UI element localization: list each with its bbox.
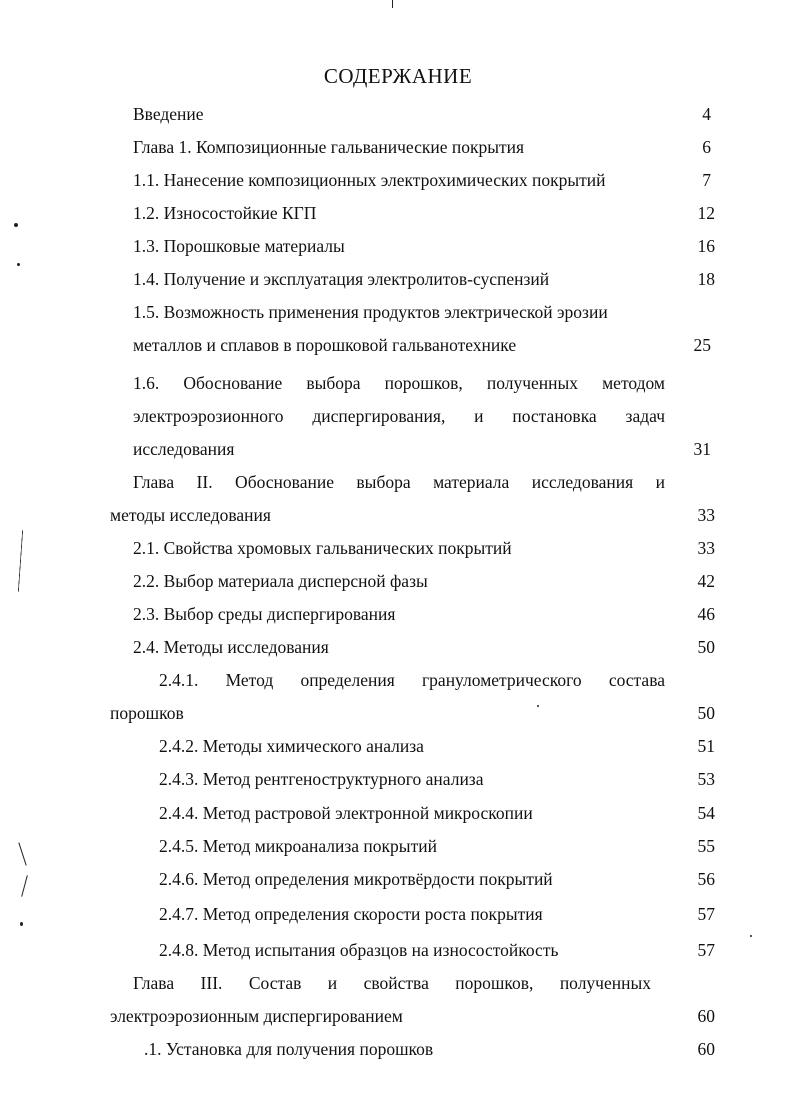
toc-entry-page: 60 bbox=[697, 1006, 715, 1026]
toc-entry-text: 2.4.1. Метод определения гранулометрического состава bbox=[159, 670, 665, 690]
toc-entry-text: Введение bbox=[133, 104, 204, 124]
toc-entry-page: 46 bbox=[697, 604, 715, 624]
scan-speck bbox=[20, 922, 23, 926]
toc-entry-page: 25 bbox=[693, 335, 711, 355]
toc-entry-text: 2.3. Выбор среды диспергирования bbox=[133, 604, 396, 624]
toc-entry-page: 53 bbox=[697, 769, 715, 789]
toc-entry-text: Глава III. Состав и свойства порошков, полученных bbox=[133, 973, 651, 993]
toc-entry-text-cont: металлов и сплавов в порошковой гальванотехнике bbox=[133, 335, 517, 355]
scan-speck bbox=[14, 223, 18, 227]
page-title: СОДЕРЖАНИЕ bbox=[323, 64, 473, 88]
toc-entry-text: .1. Установка для получения порошков bbox=[144, 1039, 434, 1059]
scan-mark bbox=[18, 842, 26, 865]
toc-entry-text: 2.1. Свойства хромовых гальванических покрытий bbox=[133, 538, 512, 558]
toc-entry-page: 16 bbox=[697, 236, 715, 256]
toc-entry-text: 2.4.5. Метод микроанализа покрытий bbox=[159, 836, 437, 856]
toc-entry-page: 54 bbox=[697, 803, 715, 823]
toc-entry-page: 12 bbox=[697, 203, 715, 223]
scan-speck bbox=[537, 705, 539, 707]
scan-speck bbox=[17, 263, 20, 266]
toc-entry-page: 31 bbox=[693, 439, 711, 459]
toc-entry-page: 55 bbox=[697, 836, 715, 856]
toc-entry-text: 2.4.4. Метод растровой электронной микроскопии bbox=[159, 803, 533, 823]
toc-entry-text: Глава 1. Композиционные гальванические покрытия bbox=[133, 137, 525, 157]
scan-mark bbox=[21, 875, 28, 897]
toc-entry-page: 50 bbox=[697, 703, 715, 723]
toc-entry-text: Глава II. Обоснование выбора материала исследования и bbox=[133, 472, 665, 492]
toc-entry-text: 1.5. Возможность применения продуктов электрической эрозии bbox=[133, 302, 608, 322]
toc-entry-text: 2.4.8. Метод испытания образцов на износостойкость bbox=[159, 940, 559, 960]
toc-entry-text-cont: электроэрозионного диспергирования, и постановка задач bbox=[133, 406, 665, 426]
toc-entry-text: 2.4.6. Метод определения микротвёрдости покрытий bbox=[159, 869, 553, 889]
toc-entry-page: 50 bbox=[697, 637, 715, 657]
toc-entry-page: 60 bbox=[697, 1039, 715, 1059]
toc-entry-text: 2.4.2. Методы химического анализа bbox=[159, 736, 424, 756]
toc-entry-page: 6 bbox=[702, 137, 711, 157]
toc-entry-text: 1.2. Износостойкие КГП bbox=[133, 203, 317, 223]
toc-entry-text: 2.4.7. Метод определения скорости роста покрытия bbox=[159, 904, 543, 924]
toc-entry-text: 2.4.3. Метод рентгеноструктурного анализа bbox=[159, 769, 484, 789]
scan-speck bbox=[750, 935, 752, 937]
scan-mark bbox=[392, 0, 393, 8]
scan-mark bbox=[18, 530, 23, 592]
toc-entry-text: 1.1. Нанесение композиционных электрохимических покрытий bbox=[133, 170, 606, 190]
toc-entry-text-cont: порошков bbox=[110, 703, 184, 723]
toc-entry-page: 7 bbox=[702, 170, 711, 190]
toc-entry-page: 51 bbox=[697, 736, 715, 756]
toc-entry-page: 18 bbox=[697, 269, 715, 289]
toc-entry-text: 1.4. Получение и эксплуатация электролитов-суспензий bbox=[133, 269, 550, 289]
toc-entry-page: 42 bbox=[697, 571, 715, 591]
toc-entry-page: 57 bbox=[697, 904, 715, 924]
toc-entry-text-cont: исследования bbox=[133, 439, 235, 459]
toc-entry-page: 57 bbox=[697, 940, 715, 960]
toc-entry-text: 1.6. Обоснование выбора порошков, полученных методом bbox=[133, 373, 665, 393]
toc-entry-page: 4 bbox=[702, 104, 711, 124]
toc-entry-text: 1.3. Порошковые материалы bbox=[133, 236, 345, 256]
toc-entry-page: 33 bbox=[697, 538, 715, 558]
toc-entry-text-cont: электроэрозионным диспергированием bbox=[110, 1006, 403, 1026]
toc-entry-page: 33 bbox=[697, 505, 715, 525]
toc-entry-text: 2.4. Методы исследования bbox=[133, 637, 329, 657]
toc-entry-text-cont: методы исследования bbox=[110, 505, 271, 525]
toc-entry-page: 56 bbox=[697, 869, 715, 889]
toc-entry-text: 2.2. Выбор материала дисперсной фазы bbox=[133, 571, 428, 591]
